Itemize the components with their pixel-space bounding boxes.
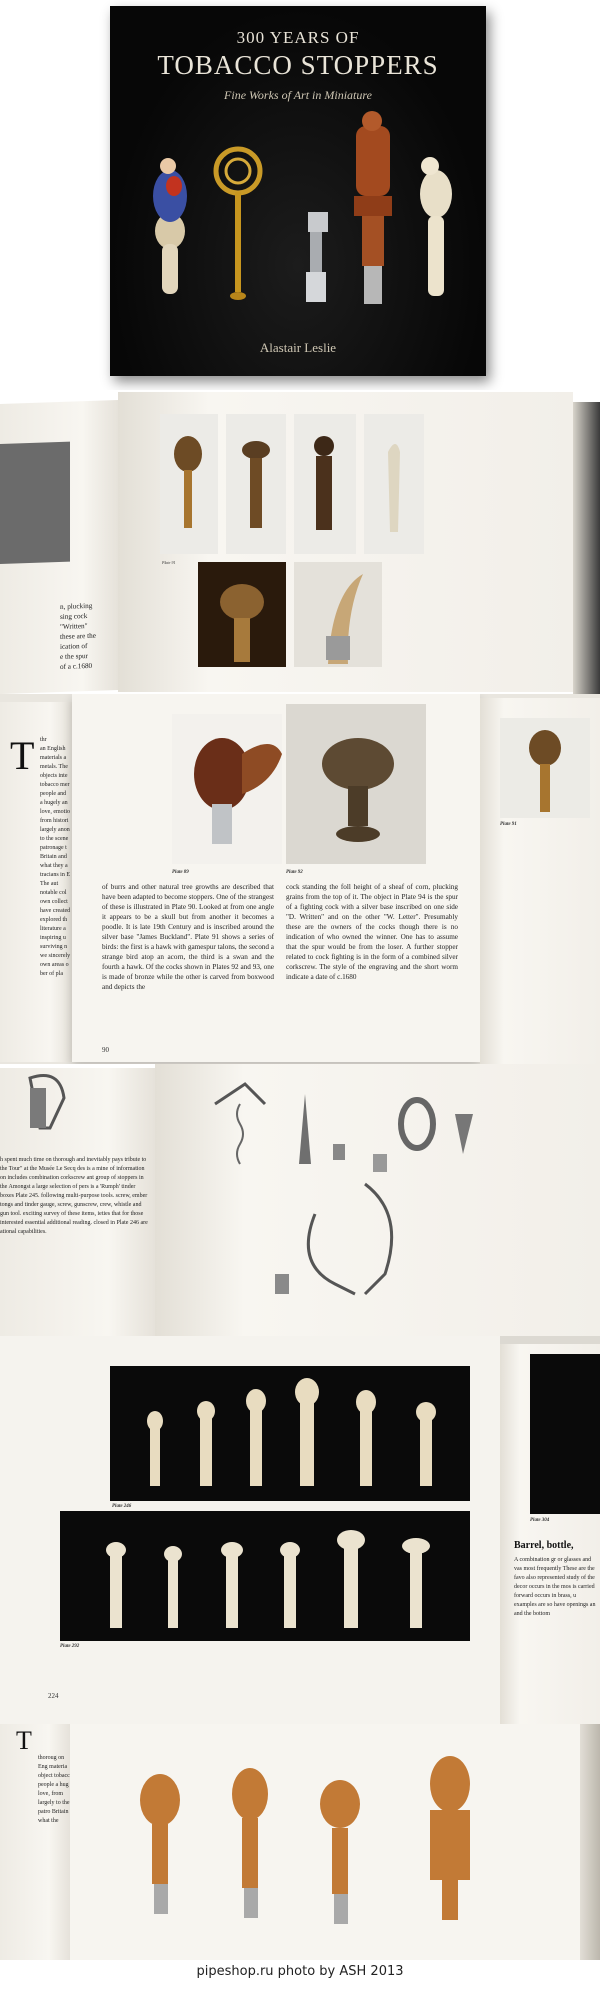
cover-title-line1: 300 YEARS OF	[236, 28, 360, 47]
partial-tool-photo	[0, 1068, 155, 1148]
spread-corkscrew-panel	[0, 1064, 600, 1336]
far-right-page	[480, 698, 600, 1064]
partial-photo	[0, 442, 70, 564]
left-page	[0, 1068, 155, 1336]
left-page-edge	[0, 1724, 70, 1960]
photo-credit-watermark: pipeshop.ru photo by ASH 2013	[196, 1964, 404, 1979]
page-number: 90	[102, 1046, 109, 1054]
ivory-stoppers-photos	[0, 1336, 500, 1656]
bird-stoppers-photos	[118, 392, 573, 692]
book-edge	[573, 402, 600, 694]
right-caption: Plate 304	[530, 1518, 550, 1523]
caption-right: Plate 92	[286, 870, 303, 875]
right-page	[155, 1064, 600, 1336]
right-page	[118, 392, 573, 692]
caption-far: Plate 91	[500, 822, 517, 827]
cover-subtitle: Fine Works of Art in Miniature	[224, 88, 372, 102]
left-page	[0, 400, 118, 694]
left-page-text: n, plucking sing cock "Written" these are the ication of e the spur of a c.1680	[60, 601, 96, 671]
partial-photo	[530, 1354, 600, 1514]
book-edge	[580, 1724, 600, 1960]
spread-carved-figures-panel	[0, 1724, 600, 1960]
carved-figure-stoppers-photo	[70, 1724, 580, 1960]
body-column-2: cock standing the foll height of a sheaf of corn, plucking grains from the top of it. The object in Plate 94 is the spur of a fighting cock with a silver base inscribed on one side "D. Written" and on the other "W. Letter". Presumably these are the owners of the cocks though there is no indication of who owned the winner. One has to assume that the spur would be from the loser. A further stopper related to cock fighting is in the form of a combined silver corkscrew. The style of the engraving and the short worm indicate a date of c.1680	[286, 883, 458, 981]
spread-page90-panel	[0, 694, 600, 1064]
caption-left: Plate 89	[172, 870, 189, 875]
burr-and-cock-photos	[72, 694, 480, 874]
caption-top: Plate 246	[112, 1504, 132, 1509]
page-number: 224	[48, 1692, 59, 1700]
left-page-text: h spent much time on thorough and inevitably pays tribute to the Tour" at the Musée Le Secq des is a mine of information on includes combination corkscrew ant group of stoppers in the Amongst a large selection of pers is a 'Rumph' tinder boxes Plate 245. following multi-purpose tools. screw, ember tongs and tinder gauge, screw, gunscrew, crew, whistle and gun tool. exciting survey of these items, ieties that for those interested essential additional reading. closed in Plate 246 are ational capabilities.	[0, 1157, 148, 1235]
hawk-stopper-photo	[490, 718, 600, 838]
left-fragments: thr an English materials a metals. The objects inte tobacco mer people and a hugely an love, emotio from histori largely anon to the scene patronage t Britain and what they a tracians in E The aut notable col own collect have created explored th literature a inspiring u surviving n we sincerely own areas o ber of pla	[40, 737, 71, 977]
main-page	[70, 1724, 580, 1960]
spread-birds-panel	[0, 392, 600, 694]
book-cover-panel	[0, 0, 600, 390]
drop-cap: T	[10, 733, 35, 778]
far-right-page	[500, 1344, 600, 1724]
cover-author: Alastair Leslie	[259, 340, 337, 355]
spread-page224-panel	[0, 1336, 600, 1724]
svg-text:Plate 91: Plate 91	[162, 560, 176, 565]
cover-stoppers-illustration	[110, 6, 486, 376]
drop-cap: T	[16, 1726, 32, 1755]
left-page-text: thoroug on Eng materia object tobacc people a hug love, from largely to the patro Britain what the	[38, 1755, 70, 1824]
caption-bottom: Plate 292	[60, 1644, 80, 1649]
right-page-text: A combination gr or glasses and vas most frequently These are the favo also represented study of the decor occurs in the mos is carried forward occurs in brass, u examples are so have openings an and the bottom	[514, 1557, 596, 1617]
left-page-edge	[0, 702, 72, 1062]
right-heading: Barrel, bottle,	[514, 1540, 574, 1551]
book-cover	[110, 6, 486, 376]
body-column-1: of burrs and other natural tree growths are described that have been adapted to become stoppers. One of the strangest of these is illustrated in Plate 90. Looked at from one angle it appears to be a skull but from another it becomes a poodle. It is late 19th Century and is inscribed around the silver base "James Buckland". Plate 91 shows a series of birds: the first is a hawk with gamespur talons, the second a strange bird atop an acorn, the third is a swan and the fourth a hawk. Of the cocks shown in Plates 92 and 93, one is made of bronze while the other is carved from boxwood and depicts the	[102, 883, 274, 991]
main-page	[72, 694, 480, 1062]
main-page	[0, 1336, 500, 1724]
multi-tool-stoppers-photo	[155, 1064, 600, 1336]
cover-title-line2: TOBACCO STOPPERS	[157, 50, 439, 80]
